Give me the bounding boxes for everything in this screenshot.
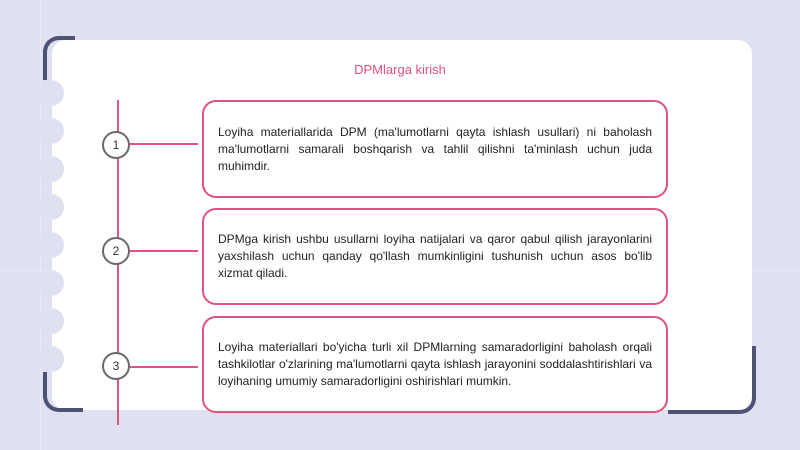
step-text: Loyiha materiallarida DPM (ma'lumotlarni qayta ishlash usullari) ni baholash ma'lumotlarni samarali boshqarish va tahlil qilishni ta'minlash uchun juda muhimdir. <box>218 124 652 173</box>
corner-bracket-bottom-left <box>43 372 83 412</box>
notebook-hole <box>38 308 64 334</box>
notebook-hole <box>38 118 64 144</box>
slide-title: DPMlarga kirish <box>354 62 446 77</box>
corner-bracket-bottom-right <box>668 346 756 414</box>
step-text: Loyiha materiallari bo'yicha turli xil DPMlarning samaradorligini baholash orqali tashkilotlar o'zlarining ma'lumotlarni qayta ishlash jarayonini soddalashtirishlari va loyihaning umumiy samaradorligini oshirishlari mumkin. <box>218 340 652 388</box>
timeline-connector <box>130 143 198 145</box>
notebook-hole <box>38 270 64 296</box>
timeline-connector <box>130 366 198 368</box>
step-number-badge: 3 <box>102 352 130 380</box>
step-box <box>202 100 668 198</box>
notebook-hole <box>38 346 64 372</box>
notebook-hole <box>38 194 64 220</box>
notebook-hole <box>38 80 64 106</box>
step-box <box>202 208 668 305</box>
step-number-badge: 1 <box>102 131 130 159</box>
step-text: DPMga kirish ushbu usullarni loyiha natijalari va qaror qabul qilish jarayonlarini yaxshilash uchun qanday qo'llash mumkinligini tushunish uchun asos bo'lib xizmat qiladi. <box>218 232 652 280</box>
notebook-hole <box>38 232 64 258</box>
notebook-hole <box>38 156 64 182</box>
step-box <box>202 316 668 413</box>
step-number-badge: 2 <box>102 237 130 265</box>
timeline-connector <box>130 250 198 252</box>
